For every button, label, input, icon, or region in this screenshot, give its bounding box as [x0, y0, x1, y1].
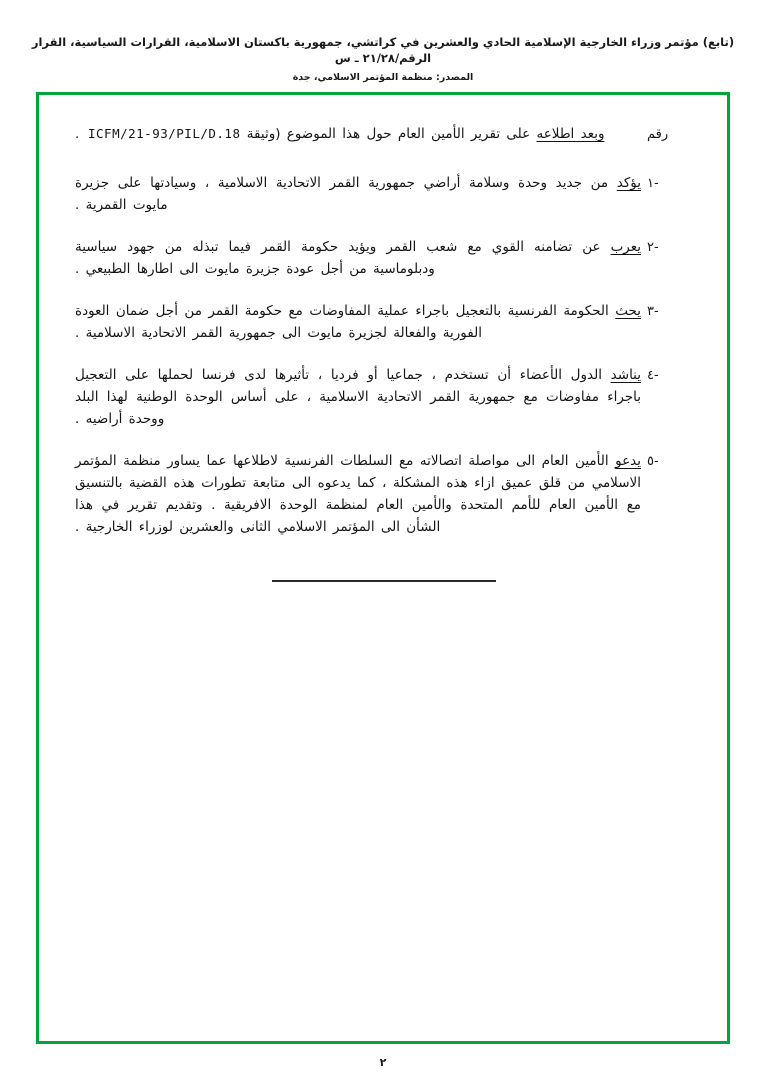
clause-2: [75, 236, 693, 280]
clause-1-lead: يؤكد: [616, 175, 641, 191]
preamble-marker: رقم: [647, 127, 669, 142]
clause-3: [75, 300, 693, 344]
clause-4-body: الدول الأعضاء أن تستخدم ، جماعيا أو فرديا ، تأثيرها لدى فرنسا لحملها على التعجيل باجراء مفاوضات مع جمهورية القمر الاتحادية الاسلامية ، على أساس الوحدة الوطنية لهذا البلد ووحدة أراضيه .: [75, 367, 641, 427]
clause-2-body: عن تضامنه القوي مع شعب القمر ويؤيد حكومة القمر فيما تبذله من جهود سياسية ودبلوماسية من أجل عودة جزيرة مايوت الى اطارها الطبيعي .: [75, 239, 601, 277]
closing-rule-container: [75, 580, 693, 582]
preamble-trailing: .: [75, 126, 81, 142]
document-header: [0, 34, 766, 85]
clause-2-lead: يعرب: [610, 239, 641, 255]
clause-3-body: الحكومة الفرنسية بالتعجيل باجراء عملية المفاوضات مع حكومة القمر من أجل ضمان العودة الفورية والفعالة لجزيرة مايوت الى جمهورية القمر الاتحادية الاسلامية .: [75, 303, 609, 341]
clause-5-text: [75, 450, 641, 538]
clause-1-text: [75, 172, 641, 216]
clause-5-marker: -٥: [647, 454, 659, 469]
clause-4: [75, 364, 693, 430]
clause-1-body: من جديد وحدة وسلامة أراضي جمهورية القمر الاتحادية الاسلامية ، وسيادتها على جزيرة مايوت القمرية .: [75, 175, 609, 213]
clause-2-text: [75, 236, 641, 280]
clause-1: [75, 172, 693, 216]
scanned-page-frame: [36, 92, 730, 1044]
clause-3-marker: -٣: [647, 304, 659, 319]
clause-3-text: [75, 300, 641, 344]
preamble-paragraph: [75, 123, 693, 146]
header-title: (تابع) مؤتمر وزراء الخارجية الإسلامية الحادي والعشرين في كراتشي، جمهورية باكستان الاسلامية، القرارات السياسية، القرار الرقم/٢١/٢٨ ـ س: [31, 35, 735, 65]
header-source: المصدر: منظمة المؤتمر الاسلامي، جدة: [292, 72, 474, 83]
resolution-body: [75, 123, 693, 1031]
clause-4-text: [75, 364, 641, 430]
preamble-document-code: ICFM/21-93/PIL/D.18: [88, 126, 241, 141]
closing-rule: [272, 580, 496, 582]
clause-4-lead: يناشد: [610, 367, 642, 383]
clause-2-marker: -٢: [647, 240, 659, 255]
clause-1-marker: -١: [647, 176, 659, 191]
preamble-rest: على تقرير الأمين العام حول هذا الموضوع (وثيقة: [246, 126, 531, 142]
clause-5-lead: يدعو: [615, 453, 641, 469]
preamble-lead: وبعد اطلاعه: [536, 126, 605, 142]
clause-5-body: الأمين العام الى مواصلة اتصالاته مع السلطات الفرنسية لاطلاعها عما يساور منظمة المؤتمر الاسلامي من قلق عميق ازاء هذه المشكلة ، كما يدعوه الى متابعة تطورات هذه القضية بالتنسيق مع الأمين العام للأمم المتحدة والأمين العام لمنظمة الوحدة الافريقية . وتقديم تقرير في هذا الشأن الى المؤتمر الاسلامي الثانى والعشرين لوزراء الخارجية .: [75, 453, 641, 535]
clause-4-marker: -٤: [647, 368, 659, 383]
clause-5: [75, 450, 693, 538]
clause-3-lead: يحث: [615, 303, 642, 319]
page-number: ٢: [379, 1056, 387, 1069]
preamble-text: [75, 123, 641, 145]
